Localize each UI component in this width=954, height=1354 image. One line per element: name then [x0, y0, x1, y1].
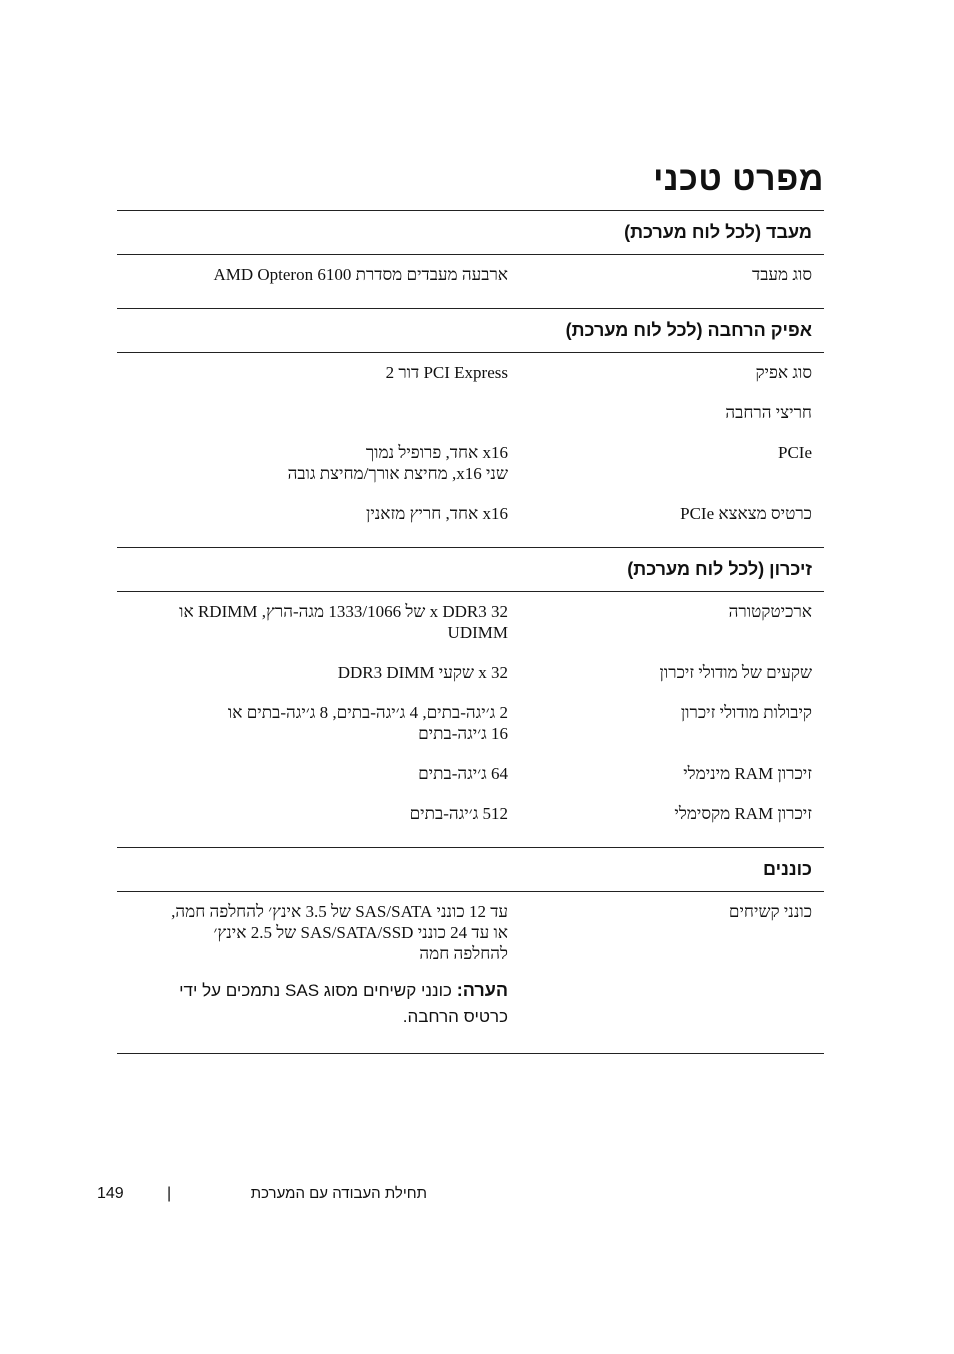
spec-value-line: x16 אחד, פרופיל נמוך: [365, 443, 508, 462]
spec-label: שקעים של מודולי זיכרון: [659, 663, 812, 682]
table-bottom-rule: [117, 1053, 824, 1054]
spec-value: [117, 702, 508, 744]
spec-row-processor-type: [117, 264, 824, 285]
spec-value: [117, 264, 508, 285]
spec-label: כונני קשיחים: [728, 902, 812, 921]
page-number: 149: [97, 1185, 124, 1202]
spec-value: [117, 601, 508, 643]
spec-row-pcie: [117, 442, 824, 484]
spec-value: [117, 503, 508, 524]
spec-value-line: 32 x DDR3 של 1333/1066 מגה-הרץ, RDIMM או: [179, 602, 508, 621]
spec-row-max-ram: [117, 803, 824, 824]
section-heading: אפיק הרחבה (לכל לוח מערכת): [117, 309, 824, 353]
spec-value: [117, 763, 508, 784]
spec-value-line: 32 x שקעי DDR3 DIMM: [337, 663, 508, 682]
spec-value-line: להחלפה חמה: [419, 944, 508, 963]
spec-label: זיכרון RAM מקסימלי: [674, 804, 812, 823]
spec-label: כרטיס מצאצא PCIe: [680, 504, 812, 523]
note-text: כונני קשיחים מסוג SAS נתמכים על ידי כרטיס הרחבה.: [179, 981, 508, 1026]
spec-value-line: עד 12 כונני SAS/SATA של 3.5 אינץ׳ להחלפה חמה,: [171, 902, 508, 921]
spec-label: חריצי הרחבה: [725, 403, 812, 422]
page-title: מפרט טכני: [653, 160, 824, 198]
spec-label: ארכיטקטורה: [728, 602, 812, 621]
spec-row-expansion-slots: [117, 402, 824, 423]
spec-value: [117, 442, 508, 484]
chapter-title: תחילת העבודה עם המערכת: [250, 1185, 427, 1202]
section-processor: [117, 210, 824, 308]
spec-label: זיכרון RAM מינימלי: [683, 764, 812, 783]
page-footer: [97, 1185, 427, 1209]
spec-value-line: 64 ג׳יגה-בתים: [418, 764, 508, 783]
spec-row-note: [117, 980, 824, 1030]
spec-row-min-ram: [117, 763, 824, 784]
spec-value-line: 512 ג׳יגה-בתים: [409, 804, 508, 823]
spec-value: [117, 901, 508, 964]
spec-row-architecture: [117, 601, 824, 643]
spec-row-bus-type: [117, 362, 824, 383]
section-drives: [117, 847, 824, 1053]
spec-value-line: 2 ג׳יגה-בתים, 4 ג׳יגה-בתים, 8 ג׳יגה-בתים או: [227, 703, 508, 722]
section-expansion-bus: [117, 308, 824, 547]
footer-separator: |: [167, 1185, 172, 1202]
spec-row-module-capacities: [117, 702, 824, 744]
spec-table: [117, 210, 824, 1054]
spec-label: סוג אפיק: [755, 363, 812, 382]
spec-value-line: UDIMM: [447, 623, 508, 642]
spec-label: סוג מעבד: [752, 265, 812, 284]
note: [117, 977, 508, 1030]
spec-row-module-sockets: [117, 662, 824, 683]
spec-label: קיבולות מודולי זיכרון: [680, 703, 812, 722]
spec-value-line: או עד 24 כונני SAS/SATA/SSD של 2.5 אינץ׳: [213, 923, 508, 942]
spec-value-line: x16 אחד, חריץ מזאנין: [365, 504, 508, 523]
spec-row-hard-drives: [117, 901, 824, 964]
spec-value: [117, 803, 508, 824]
spec-label: PCIe: [778, 443, 812, 462]
section-heading: זיכרון (לכל לוח מערכת): [117, 548, 824, 592]
spec-value: [117, 402, 508, 423]
spec-value-line: שני x16, מחיצת אורך/מחיצת גובה: [287, 464, 508, 483]
spec-value: [117, 662, 508, 683]
spec-value-line: 16 ג׳יגה-בתים: [418, 724, 508, 743]
section-heading: כוננים: [117, 848, 824, 892]
spec-row-pcie-mezzanine: [117, 503, 824, 524]
spec-value-line: PCI Express דור 2: [385, 363, 508, 382]
spec-value-line: ארבעה מעבדים מסדרת AMD Opteron 6100: [213, 265, 508, 284]
note-label: הערה:: [456, 980, 508, 1000]
spec-value: [117, 362, 508, 383]
section-memory: [117, 547, 824, 847]
section-heading: מעבד (לכל לוח מערכת): [117, 211, 824, 255]
